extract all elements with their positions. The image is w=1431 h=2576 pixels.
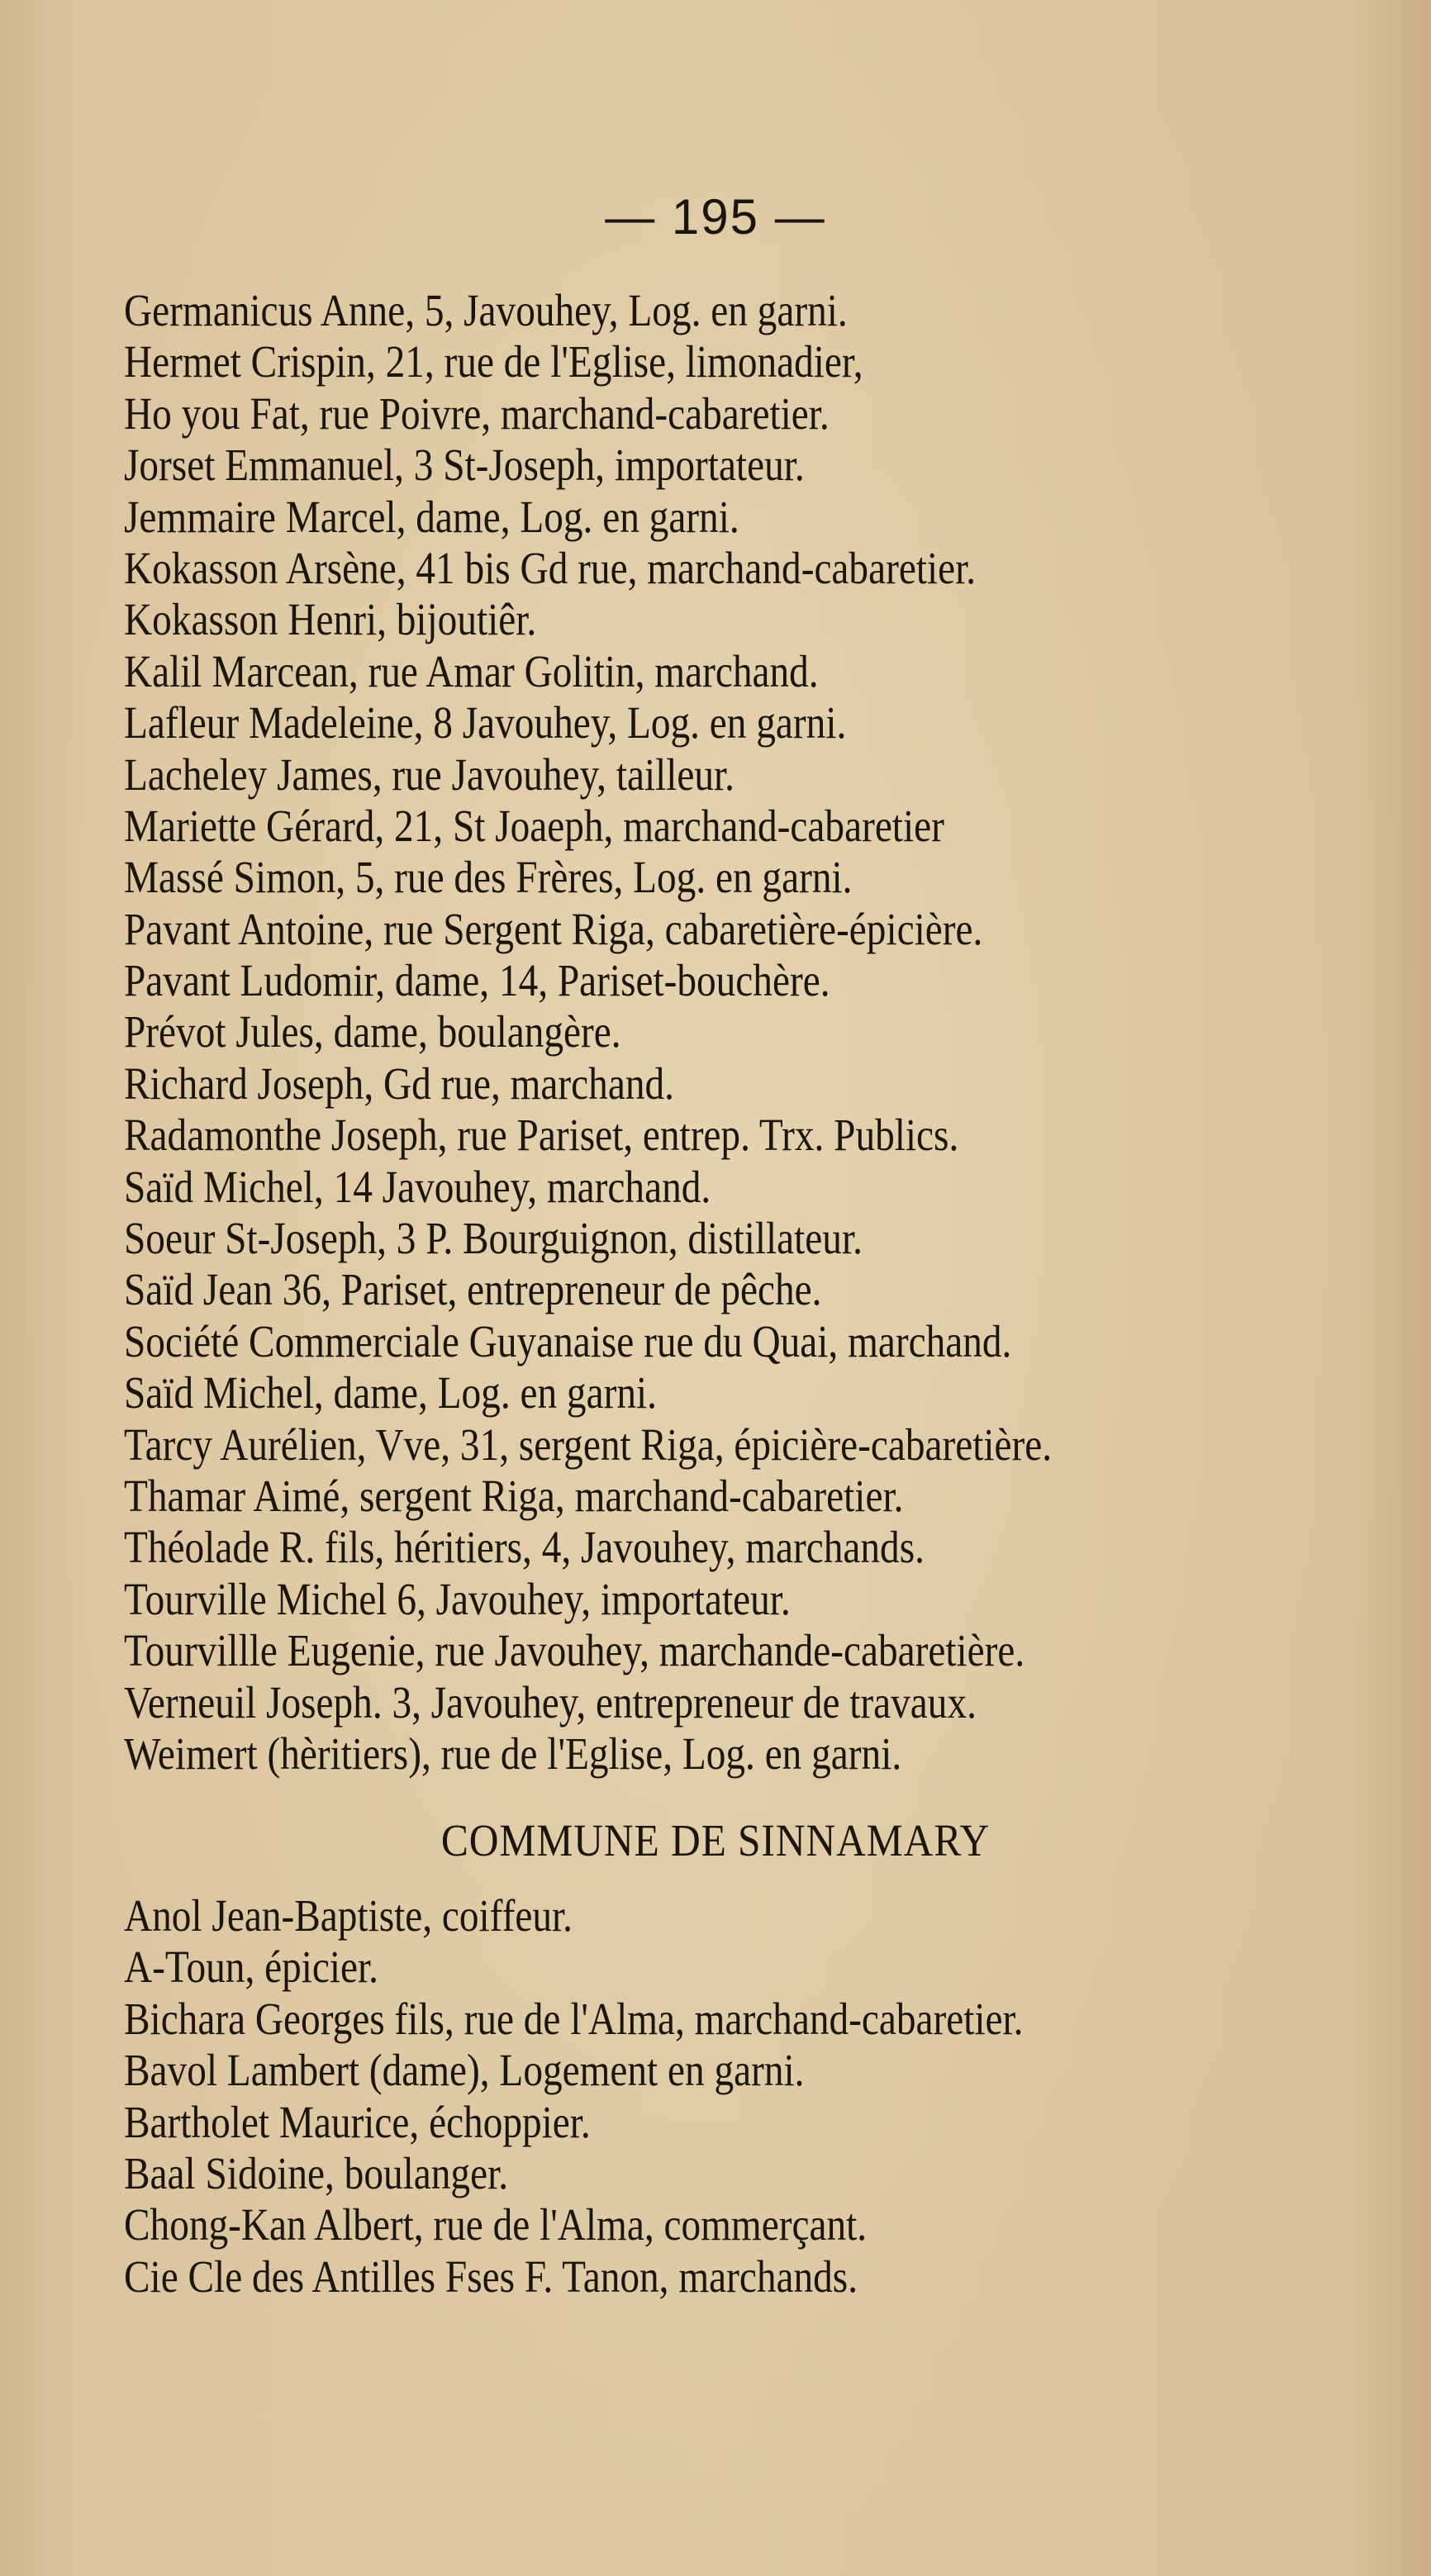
directory-entry: Kalil Marcean, rue Amar Golitin, marchand. <box>124 645 819 696</box>
section-entry: Anol Jean-Baptiste, coiffeur. <box>124 1890 573 1941</box>
section-entry: Baal Sidoine, boulanger. <box>124 2147 509 2198</box>
section-entry: Cie Cle des Antilles Fses F. Tanon, marchands. <box>124 2250 858 2302</box>
directory-entry: Saïd Michel, dame, Log. en garni. <box>124 1367 657 1419</box>
directory-entry: Prévot Jules, dame, boulangère. <box>124 1006 621 1057</box>
directory-entry: Saïd Michel, 14 Javouhey, marchand. <box>124 1161 711 1212</box>
directory-entry: Verneuil Joseph. 3, Javouhey, entrepreneur de travaux. <box>124 1676 977 1728</box>
directory-entry: Jorset Emmanuel, 3 St-Joseph, importateur. <box>124 440 805 491</box>
directory-entry: Massé Simon, 5, rue des Frères, Log. en garni. <box>124 852 853 903</box>
section-entry: A-Toun, épicier. <box>124 1942 378 1993</box>
page-number: — 195 — <box>605 189 826 245</box>
section-entry: Bichara Georges fils, rue de l'Alma, marchand-cabaretier. <box>124 1993 1024 2044</box>
directory-entry: Thamar Aimé, sergent Riga, marchand-cabaretier. <box>124 1470 904 1521</box>
directory-entry: Kokasson Arsène, 41 bis Gd rue, marchand-cabaretier. <box>124 542 977 593</box>
directory-list <box>124 285 1347 1780</box>
section-directory-list <box>124 1890 1347 2303</box>
section-heading: COMMUNE DE SINNAMARY <box>440 1815 991 1865</box>
directory-entry: Richard Joseph, Gd rue, marchand. <box>124 1057 674 1109</box>
directory-entry: Mariette Gérard, 21, St Joaeph, marchand-cabaretier <box>124 800 944 851</box>
directory-entry: Tourville Michel 6, Javouhey, importateur. <box>124 1573 791 1624</box>
directory-entry: Jemmaire Marcel, dame, Log. en garni. <box>124 491 739 542</box>
directory-entry: Pavant Ludomir, dame, 14, Pariset-bouchère. <box>124 955 830 1006</box>
directory-entry: Soeur St-Joseph, 3 P. Bourguignon, distillateur. <box>124 1213 863 1264</box>
directory-entry: Hermet Crispin, 21, rue de l'Eglise, limonadier, <box>124 336 863 387</box>
section-entry: Bartholet Maurice, échoppier. <box>124 2096 591 2147</box>
directory-entry: Pavant Antoine, rue Sergent Riga, cabaretière-épicière. <box>124 903 983 954</box>
section-entry: Bavol Lambert (dame), Logement en garni. <box>124 2045 805 2096</box>
directory-entry: Ho you Fat, rue Poivre, marchand-cabaretier. <box>124 387 830 439</box>
directory-entry: Germanicus Anne, 5, Javouhey, Log. en garni. <box>124 285 848 335</box>
directory-entry: Kokasson Henri, bijoutiêr. <box>124 594 537 645</box>
directory-entry: Radamonthe Joseph, rue Pariset, entrep. Trx. Publics. <box>124 1110 959 1161</box>
directory-entry: Société Commerciale Guyanaise rue du Quai, marchand. <box>124 1315 1012 1366</box>
directory-entry: Tourvillle Eugenie, rue Javouhey, marchande-cabaretière. <box>124 1625 1025 1676</box>
directory-entry: Lafleur Madeleine, 8 Javouhey, Log. en garni. <box>124 697 847 749</box>
directory-entry: Weimert (hèritiers), rue de l'Eglise, Log. en garni. <box>124 1728 902 1779</box>
directory-entry: Théolade R. fils, héritiers, 4, Javouhey, marchands. <box>124 1522 925 1573</box>
directory-entry: Tarcy Aurélien, Vve, 31, sergent Riga, épicière-cabaretière. <box>124 1419 1053 1470</box>
directory-entry: Lacheley James, rue Javouhey, tailleur. <box>124 749 735 800</box>
section-entry: Chong-Kan Albert, rue de l'Alma, commerçant. <box>124 2199 868 2250</box>
directory-entry: Saïd Jean 36, Pariset, entrepreneur de pêche. <box>124 1264 822 1315</box>
